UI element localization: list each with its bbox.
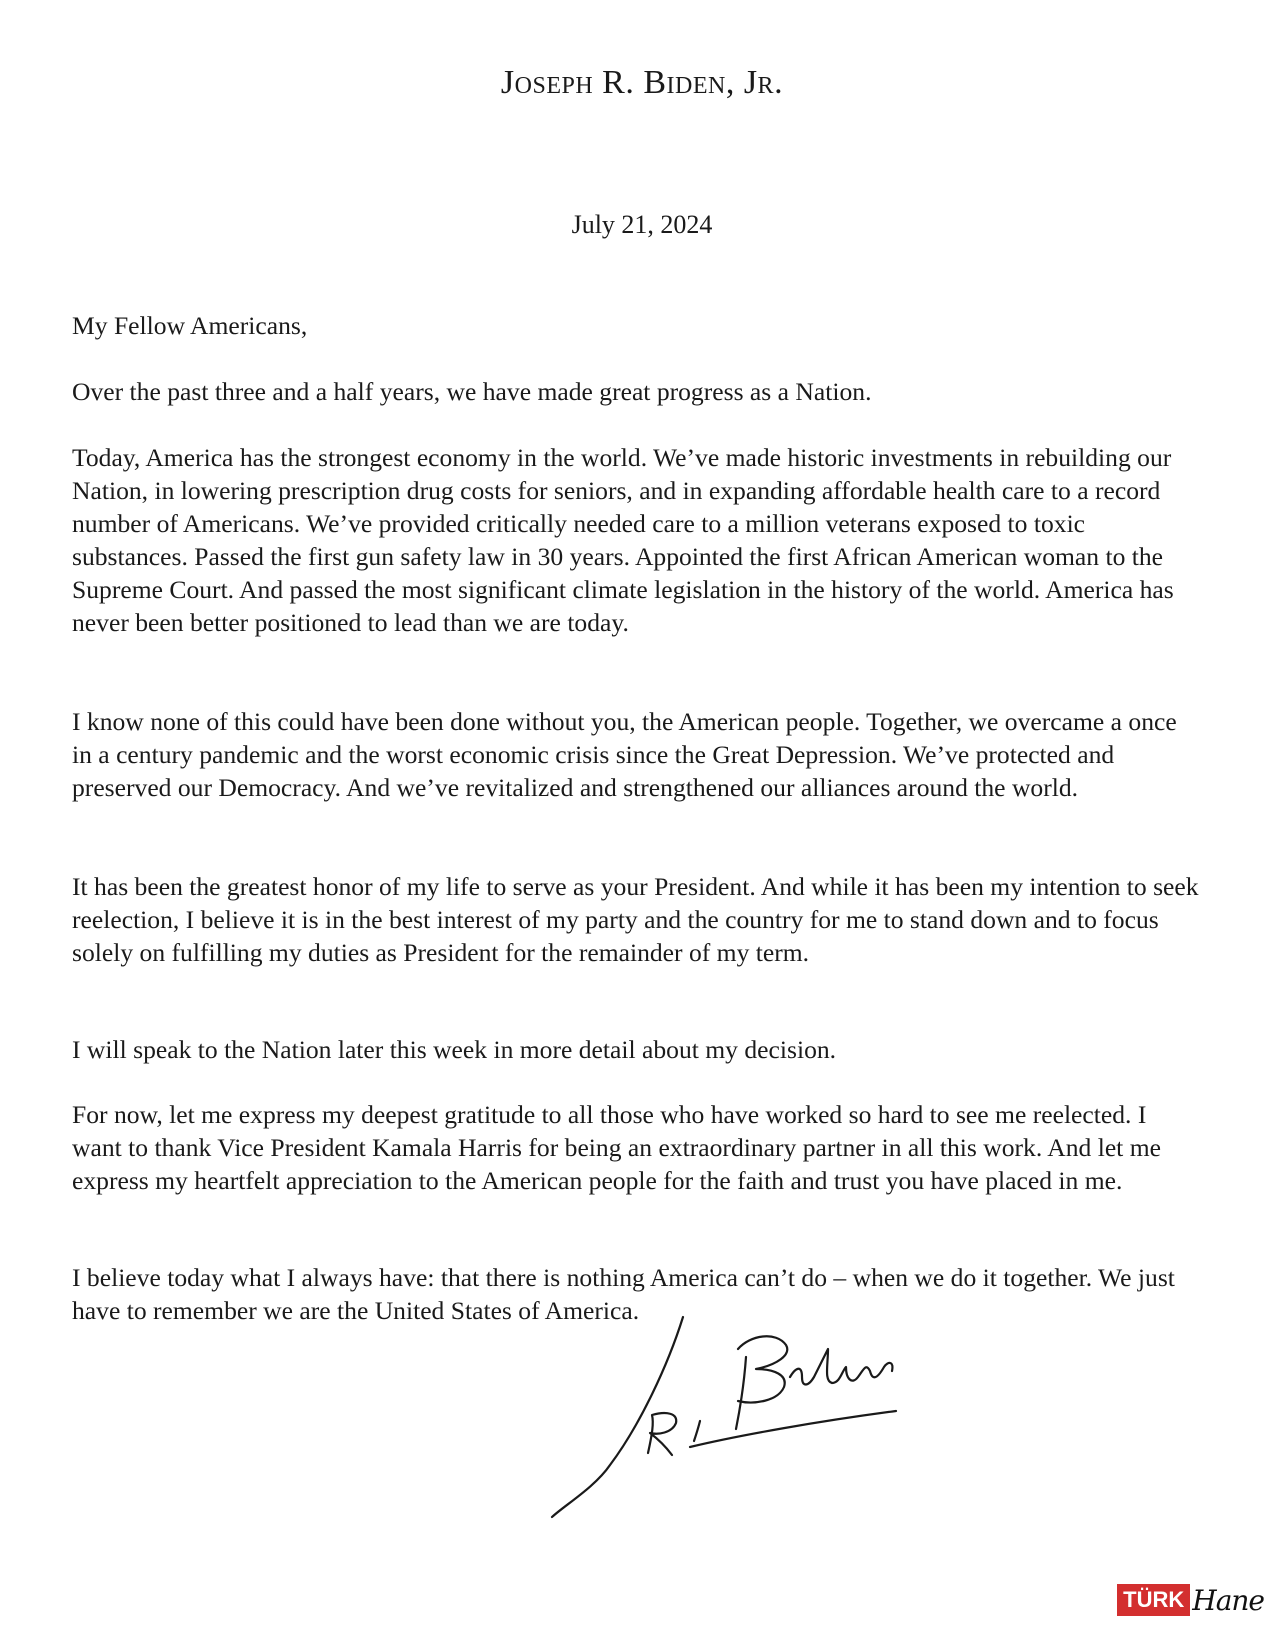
watermark-brand-script: Hane: [1192, 1583, 1264, 1617]
paragraph-progress: Over the past three and a half years, we have made great progress as a Nation.: [72, 377, 872, 406]
paragraph-american-people: I know none of this could have been done without you, the American people. Together, we overcame a once in a century pandemic and the worst economic crisis since the Great Depression. We’ve protected and preserved our Democracy. And we’ve revitalized and strengthened our alliances around the world.: [72, 707, 1177, 802]
paragraph-decision: It has been the greatest honor of my life to serve as your President. And while it has been my intention to seek reelection, I believe it is in the best interest of my party and the country for me to stand down and to focus solely on fulfilling my duties as President for the remainder of my term.: [72, 872, 1199, 967]
paragraph-closing: I believe today what I always have: that there is nothing America can’t do – when we do it together. We just have to remember we are the United States of America.: [72, 1263, 1175, 1325]
salutation: My Fellow Americans,: [72, 311, 308, 340]
handwritten-signature: [540, 1305, 920, 1520]
paragraph-achievements: Today, America has the strongest economy in the world. We’ve made historic investments in rebuilding our Nation, in lowering prescription drug costs for seniors, and in expanding affordable health care to a record number of Americans. We’ve provided critically needed care to a million veterans exposed to toxic substances. Passed the first gun safety law in 30 years. Appointed the first African American woman to the Supreme Court. And passed the most significant climate legislation in the history of the world. America has never been better positioned to lead than we are today.: [72, 443, 1174, 637]
watermark-brand-box: TÜRK: [1117, 1584, 1190, 1616]
watermark-logo: [1117, 1583, 1264, 1617]
paragraph-speak-to-nation: I will speak to the Nation later this week in more detail about my decision.: [72, 1035, 837, 1064]
letter-date: July 21, 2024: [571, 210, 713, 239]
paragraph-gratitude: For now, let me express my deepest gratitude to all those who have worked so hard to see me reelected. I want to thank Vice President Kamala Harris for being an extraordinary partner in all this work. And let me express my heartfelt appreciation to the American people for the faith and trust you have placed in me.: [72, 1100, 1161, 1195]
letterhead: Joseph R. Biden, Jr.: [500, 64, 784, 101]
